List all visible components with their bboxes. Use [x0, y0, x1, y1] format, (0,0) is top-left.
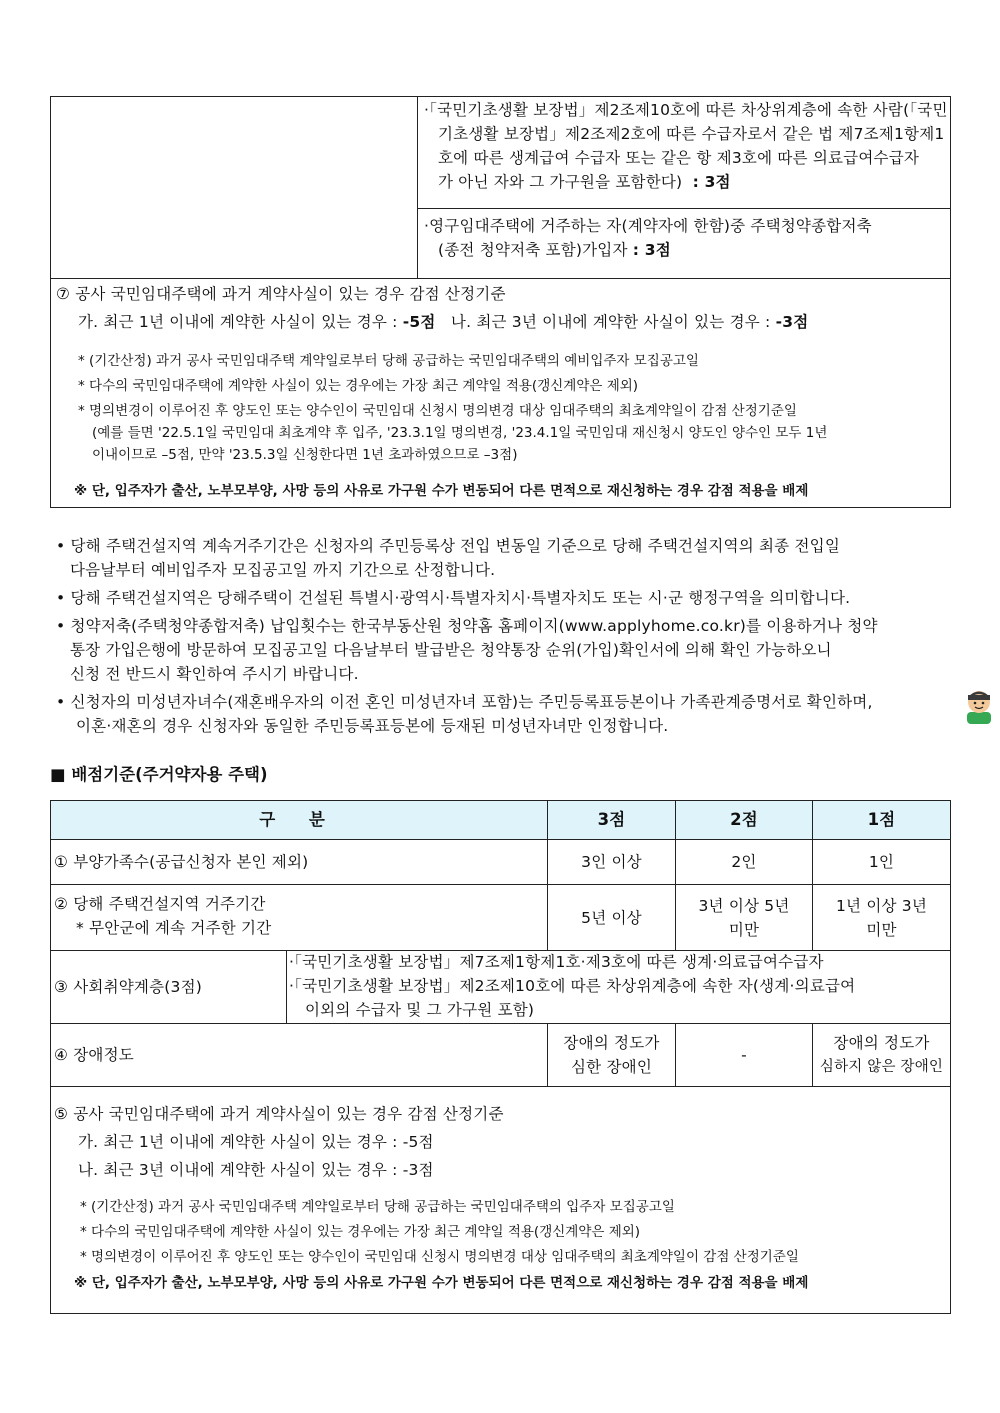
- row2-3pts: 5년 이상: [581, 908, 642, 927]
- row4-2pts: -: [741, 1046, 747, 1064]
- row1-1pt: 1인: [868, 853, 895, 871]
- row3-label: ③ 사회취약계층(3점): [54, 978, 202, 996]
- top-table-vdivider: [417, 96, 418, 278]
- row4-label: ④ 장애정도: [54, 1046, 134, 1064]
- bullet-item: • 신청자의 미성년자녀수(재혼배우자의 이전 혼인 미성년자녀 포함)는 주민등록표등본이나 가족관계증명서로 확인하며, 이혼·재혼의 경우 신청자와 동일한 주민등록표등본에 등재된 미성년자녀만 인정합니다.: [56, 693, 873, 735]
- bullet-list: [56, 534, 956, 738]
- header-1pt: 1점: [867, 810, 896, 829]
- row2-2pts: 3년 이상 5년 미만: [698, 896, 790, 939]
- row4-3pts: 장애의 정도가 심한 장애인: [563, 1034, 660, 1076]
- section-title: ■ 배점기준(주거약자용 주택): [50, 765, 268, 784]
- row1-3pts: 3인 이상: [581, 853, 642, 871]
- header-category: 구 분: [259, 810, 339, 829]
- top-row2-text: ·영구임대주택에 거주하는 자(계약자에 한함)중 주택청약종합저축 (종전 청약저축 포함)가입자 : 3점: [424, 217, 872, 259]
- top-table-hdivider-1: [417, 208, 951, 209]
- bullet-item: • 청약저축(주택청약종합저축) 납입횟수는 한국부동산원 청약홈 홈페이지(www.applyhome.co.kr)를 이용하거나 청약 통장 가입은행에 방문하여 모집공고일 다음날부터 발급받은 청약통장 순위(가입)확인서에 의해 확인 가능하오니 신청 전 반드시 확인하여 주시기 바랍니다.: [56, 617, 878, 683]
- item5-a: 가. 최근 1년 이내에 계약한 사실이 있는 경우 : -5점: [78, 1133, 434, 1151]
- bullet-item: • 당해 주택건설지역 계속거주기간은 신청자의 주민등록상 전입 변동일 기준으로 당해 주택건설지역의 최종 전입일 다음날부터 예비입주자 모집공고일 까지 기간으로 산정합니다.: [56, 537, 841, 579]
- top-row1-text: ·「국민기초생활 보장법」제2조제10호에 따른 차상위계층에 속한 사람(「국민 기초생활 보장법」제2조제2호에 따른 수급자로서 같은 법 제7조제1항제1 호에 따른 생계급여 수급자 또는 같은 항 제3호에 따른 의료급여수급자 가 아닌 자와 그 가구원을 포함한다) : 3점: [424, 101, 948, 191]
- item7-lines: 가. 최근 1년 이내에 계약한 사실이 있는 경우 : -5점 나. 최근 3년 이내에 계약한 사실이 있는 경우 : -3점: [78, 313, 809, 331]
- item7-notes: * (기간산정) 과거 공사 국민임대주택 계약일로부터 당해 공급하는 국민임대주택의 예비입주자 모집공고일 * 다수의 국민임대주택에 계약한 사실이 있는 경우에는 가장 최근 계약일 적용(갱신계약은 제외) * 명의변경이 이루어진 후 양도인 또는 양수인이 국민임대 신청시 명의변경 대상 임대주택의 최초계약일이 감점 산정기준일 (예를 들면 '22.5.1일 국민임대 최초계약 후 입주, '23.3.1일 명의변경, '23.4.1일 국민임대 재신청시 양도인 양수인 모두 1년 이내이므로 –5점, 만약 '23.5.3일 신청한다면 1년 초과하였으므로 –3점): [78, 353, 828, 463]
- item7-title: ⑦ 공사 국민임대주택에 과거 계약사실이 있는 경우 감점 산정기준: [56, 285, 506, 303]
- row3-text: ·「국민기초생활 보장법」제7조제1항제1호·제3호에 따른 생계·의료급여수급자 ·「국민기초생활 보장법」제2조제10호에 따른 차상위계층에 속한 자(생계·의료급여 이외의 수급자 및 그 가구원 포함): [289, 953, 856, 1019]
- score-vline: [286, 950, 287, 1023]
- bullet-item: • 당해 주택건설지역은 당해주택이 건설된 특별시·광역시·특별자치시·특별자치도 또는 시·군 행정구역을 의미합니다.: [56, 589, 851, 607]
- top-table-hdivider-2: [50, 278, 951, 279]
- item5-bold-note: ※ 단, 입주자가 출산, 노부모부양, 사망 등의 사유로 가구원 수가 변동되어 다른 면적으로 재신청하는 경우 감점 적용을 배제: [74, 1275, 809, 1291]
- item5-notes: * (기간산정) 과거 공사 국민임대주택 계약일로부터 당해 공급하는 국민임대주택의 입주자 모집공고일 * 다수의 국민임대주택에 계약한 사실이 있는 경우에는 가장 최근 계약일 적용(갱신계약은 제외) * 명의변경이 이루어진 후 양도인 또는 양수인이 국민임대 신청시 명의변경 대상 임대주택의 최초계약일이 감점 산정기준일: [80, 1199, 799, 1265]
- row4-1pt: 장애의 정도가 심하지 않은 장애인: [819, 1034, 944, 1075]
- item5-b: 나. 최근 3년 이내에 계약한 사실이 있는 경우 : -3점: [78, 1161, 434, 1179]
- header-3pts: 3점: [597, 810, 626, 829]
- row1-2pts: 2인: [731, 853, 757, 871]
- item7-bold-note: ※ 단, 입주자가 출산, 노부모부양, 사망 등의 사유로 가구원 수가 변동되어 다른 면적으로 재신청하는 경우 감점 적용을 배제: [74, 483, 809, 499]
- row2-1pt: 1년 이상 3년 미만: [835, 896, 928, 939]
- score-hline: [50, 1086, 951, 1087]
- avatar-icon[interactable]: [962, 686, 996, 724]
- header-2pts: 2점: [730, 810, 758, 829]
- row1-label: ① 부양가족수(공급신청자 본인 제외): [54, 853, 309, 871]
- row2-label: ② 당해 주택건설지역 거주기간 * 무안군에 계속 거주한 기간: [54, 895, 272, 937]
- item5-title: ⑤ 공사 국민임대주택에 과거 계약사실이 있는 경우 감점 산정기준: [54, 1105, 504, 1123]
